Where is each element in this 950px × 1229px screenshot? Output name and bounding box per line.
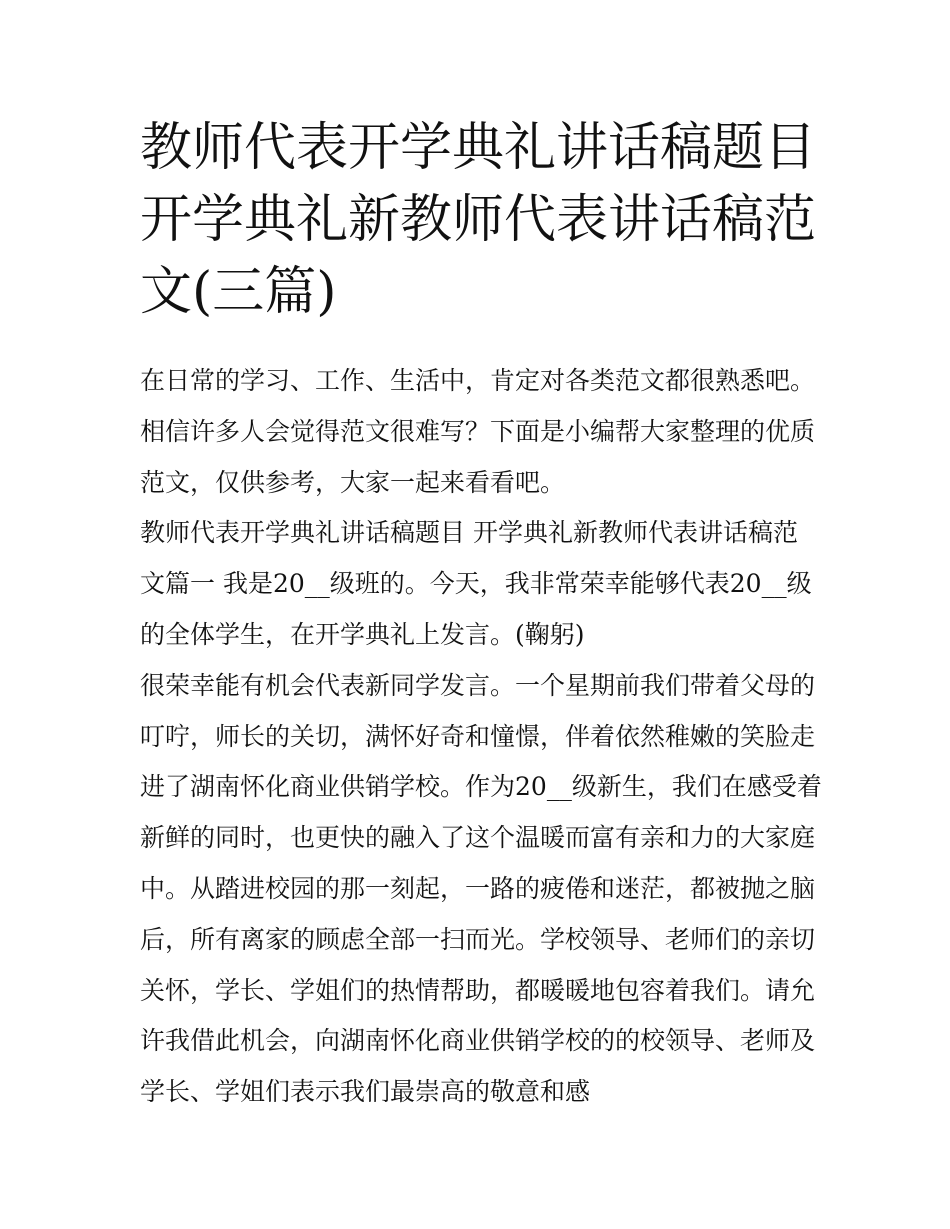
body-line: 许我借此机会，向湖南怀化商业供销学校的的校领导、老师及: [140, 1026, 816, 1056]
title-line: 文(三篇): [140, 262, 337, 322]
body-line: 很荣幸能有机会代表新同学发言。一个星期前我们带着父母的: [140, 670, 816, 700]
document-body: [140, 356, 820, 1118]
body-line: 在日常的学习、工作、生活中，肯定对各类范文都很熟悉吧。: [140, 366, 816, 395]
body-line: 后，所有离家的顾虑全部一扫而光。学校领导、老师们的亲切: [140, 924, 816, 954]
body-line: 学长、学姐们表示我们最崇高的敬意和感: [140, 1077, 591, 1107]
body-line: 教师代表开学典礼讲话稿题目 开学典礼新教师代表讲话稿范: [140, 518, 798, 548]
body-line: 叮咛，师长的关切，满怀好奇和憧憬，伴着依然稚嫩的笑脸走: [140, 721, 816, 751]
body-line: 新鲜的同时，也更快的融入了这个温暖而富有亲和力的大家庭: [140, 823, 816, 853]
document-title: [140, 112, 820, 328]
body-line: 的全体学生，在开学典礼上发言。(鞠躬): [140, 619, 585, 649]
body-line: 范文，仅供参考，大家一起来看看吧。: [140, 467, 566, 497]
body-line: 关怀，学长、学姐们的热情帮助，都暖暖地包容着我们。请允: [140, 975, 816, 1005]
body-line: 中。从踏进校园的那一刻起，一路的疲倦和迷茫，都被抛之脑: [140, 873, 816, 903]
body-line: 进了湖南怀化商业供销学校。作为20__级新生，我们在感受着: [140, 772, 822, 802]
title-line: 开学典礼新教师代表讲话稿范: [140, 190, 817, 250]
body-line: 文篇一 我是20__级班的。今天，我非常荣幸能够代表20__级: [140, 569, 812, 599]
body-line: 相信许多人会觉得范文很难写？下面是小编帮大家整理的优质: [140, 416, 816, 446]
title-line: 教师代表开学典礼讲话稿题目: [140, 118, 817, 178]
